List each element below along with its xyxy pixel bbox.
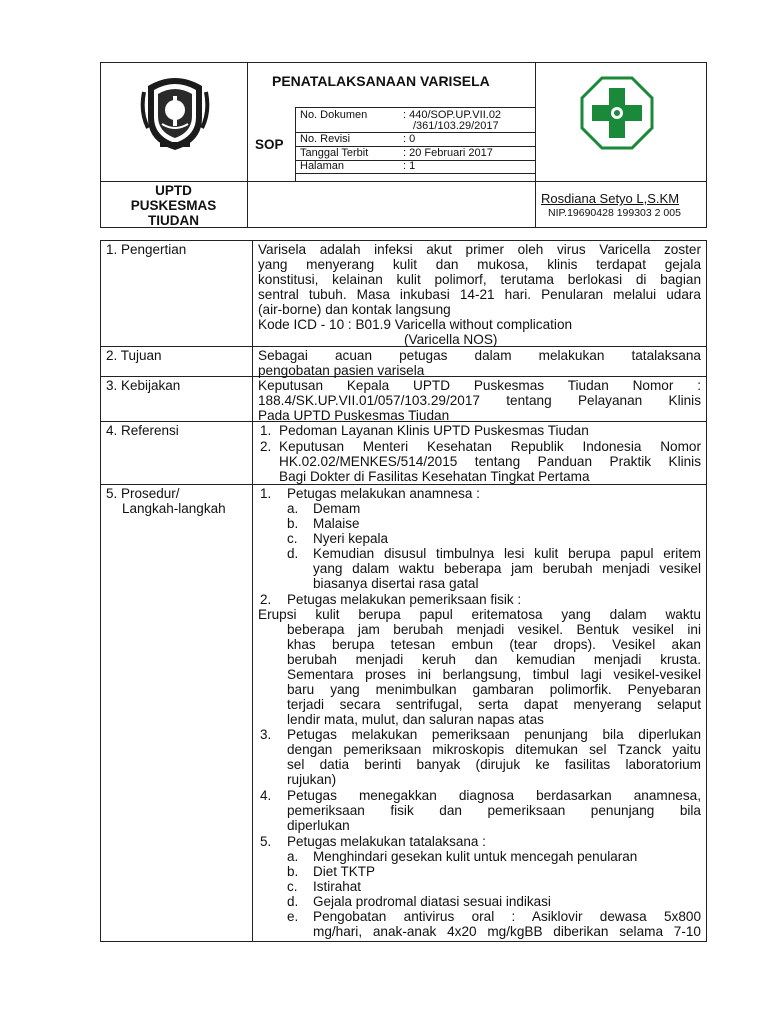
step-num: 5. (260, 834, 272, 849)
row-label-prosedur-2: Langkah-langkah (122, 501, 226, 516)
text-line: biasanya disertai rasa gatal (313, 576, 479, 591)
text-line: Kode ICD - 10 : B01.9 Varicella without complication (258, 317, 573, 332)
kebijakan-text (258, 378, 701, 423)
ref-num: 1. (260, 423, 272, 438)
sub-num: e. (287, 909, 299, 924)
step-4-text (287, 788, 701, 833)
step-text: Petugas melakukan anamnesa : (287, 486, 480, 501)
text-line: Sementara proses ini berlangsung, timbul lagi vesikel-vesikel (287, 667, 701, 682)
text-line: Pada UPTD Puskesmas Tiudan (258, 408, 450, 423)
text-line: baru yang menimbulkan gambaran polimorfik. Penyebaran (287, 682, 701, 697)
sub-num: d. (287, 894, 299, 909)
step-3-text (287, 727, 701, 787)
sub-num: c. (287, 531, 298, 546)
text-line: sel datia berinti banyak (dirujuk ke fasilitas laboratorium (287, 757, 701, 772)
text-line: HK.02.02/MENKES/514/2015 tentang Panduan Praktik Klinis (279, 454, 701, 469)
ref-item (279, 423, 701, 438)
text-line: yang menyerang kulit dan mukosa, klinis terdapat gejala (258, 257, 701, 272)
organization-name (100, 183, 247, 228)
meta-label-no-revisi: No. Revisi (300, 133, 351, 145)
meta-value-no-revisi: : 0 (403, 133, 416, 145)
meta-label-tanggal-terbit: Tanggal Terbit (300, 147, 369, 159)
org-line: PUSKESMAS (130, 198, 217, 213)
sub-text: Demam (313, 501, 361, 516)
meta-value-no-dokumen: : 440/SOP.UP.VII.02 (403, 109, 502, 121)
ref-num: 2. (260, 439, 272, 454)
org-line: UPTD (155, 183, 192, 198)
tujuan-text (258, 348, 701, 378)
text-line: sentral tubuh. Masa inkubasi 14-21 hari. Penularan melalui udara (258, 287, 701, 302)
ref-item (279, 439, 701, 484)
sub-num: a. (287, 501, 299, 516)
text-line: khas berupa tetesan embun (tear drops). Vesikel akan (287, 637, 701, 652)
text-line: Keputusan Menteri Kesehatan Republik Indonesia Nomor (279, 439, 701, 454)
row-label-pengertian: 1. Pengertian (106, 242, 187, 257)
text-line: (Varicella NOS) (404, 332, 498, 347)
text-line: Pengobatan antivirus oral : Asiklovir dewasa 5x800 (313, 909, 701, 924)
sub-text: Malaise (313, 516, 360, 531)
sub-item (313, 546, 701, 591)
step-2-paragraph (258, 607, 701, 727)
signer-name: Rosdiana Setyo L,S.KM (541, 191, 680, 206)
sub-text: Istirahat (313, 879, 362, 894)
sub-num: b. (287, 516, 299, 531)
text-line: (air-borne) dan kontak langsung (258, 302, 451, 317)
text-line: rujukan) (287, 772, 337, 787)
regency-crest-icon (140, 72, 210, 152)
text-line: konstitusi, kelainan kulit polimorf, terutama berlokasi di bagian (258, 272, 701, 287)
signer-nip: NIP.19690428 199303 2 005 (548, 207, 681, 219)
meta-value-halaman: : 1 (403, 160, 416, 172)
sub-item (313, 909, 701, 939)
text-line: beberapa jam berubah menjadi vesikel. Bentuk vesikel ini (287, 622, 701, 637)
row-label-kebijakan: 3. Kebijakan (106, 378, 181, 393)
row-label-prosedur: 5. Prosedur/ (106, 486, 180, 501)
text-line: yang dalam waktu beberapa jam berubah menjadi vesikel (313, 561, 701, 576)
meta-label-no-dokumen: No. Dokumen (300, 109, 368, 121)
text-line: Petugas melakukan pemeriksaan penunjang bila diperlukan (287, 727, 701, 742)
step-text: Petugas melakukan pemeriksaan fisik : (287, 592, 522, 607)
text-line: Bagi Dokter di Fasilitas Kesehatan Tingkat Pertama (279, 469, 590, 484)
text-line: pengobatan pasien varisela (258, 363, 425, 378)
text-line: diperlukan (287, 818, 350, 833)
text-line: 188.4/SK.UP.VII.01/057/103.29/2017 tentang Pelayanan Klinis (258, 393, 701, 408)
org-line: TIUDAN (148, 213, 199, 228)
step-num: 2. (260, 592, 272, 607)
sub-num: d. (287, 546, 299, 561)
meta-label-halaman: Halaman (300, 160, 345, 172)
row-label-referensi: 4. Referensi (106, 423, 179, 438)
sub-num: b. (287, 864, 299, 879)
text-line: Sebagai acuan petugas dalam melakukan tatalaksana (258, 348, 701, 363)
sub-text: Gejala prodromal diatasi sesuai indikasi (313, 894, 551, 909)
text-line: Kemudian disusul timbulnya lesi kulit berupa papul eritem (313, 546, 701, 561)
pengertian-text (258, 242, 701, 347)
sop-label: SOP (255, 137, 284, 152)
text-line: mg/hari, anak-anak 4x20 mg/kgBB diberikan selama 7-10 (313, 924, 701, 939)
meta-value-tanggal-terbit: : 20 Februari 2017 (403, 147, 493, 159)
sub-text: Menghindari gesekan kulit untuk mencegah penularan (313, 849, 638, 864)
step-num: 4. (260, 788, 272, 803)
sub-num: c. (287, 879, 298, 894)
step-num: 3. (260, 727, 272, 742)
sub-text: Nyeri kepala (313, 531, 389, 546)
text-line: Varisela adalah infeksi akut primer oleh virus Varicella zoster (258, 242, 701, 257)
sub-text: Diet TKTP (313, 864, 376, 879)
text-line: Pedoman Layanan Klinis UPTD Puskesmas Tiudan (279, 423, 589, 438)
sub-num: a. (287, 849, 299, 864)
document-title: PENATALAKSANAAN VARISELA (272, 73, 490, 89)
step-num: 1. (260, 486, 272, 501)
text-line: Erupsi kulit berupa papul eritematosa yang dalam waktu (258, 607, 701, 622)
meta-value-no-dokumen-2: /361/103.29/2017 (413, 120, 499, 132)
text-line: pemeriksaan fisik dan pemeriksaan penunjang bila (287, 803, 701, 818)
step-text: Petugas melakukan tatalaksana : (287, 834, 486, 849)
text-line: terjadi secara sentrifugal, serta dapat menyerang selaput (287, 697, 701, 712)
text-line: Petugas menegakkan diagnosa berdasarkan anamnesa, (287, 788, 701, 803)
text-line: lendir mata, mulut, dan saluran napas atas (287, 712, 544, 727)
text-line: dengan pemeriksaan mikroskopis ditemukan sel Tzanck yaitu (287, 742, 701, 757)
text-line: Keputusan Kepala UPTD Puskesmas Tiudan Nomor : (258, 378, 701, 393)
text-line: berubah menjadi keruh dan kemudian menjadi krusta. (287, 652, 701, 667)
row-label-tujuan: 2. Tujuan (106, 348, 162, 363)
puskesmas-green-cross-icon (580, 76, 654, 150)
